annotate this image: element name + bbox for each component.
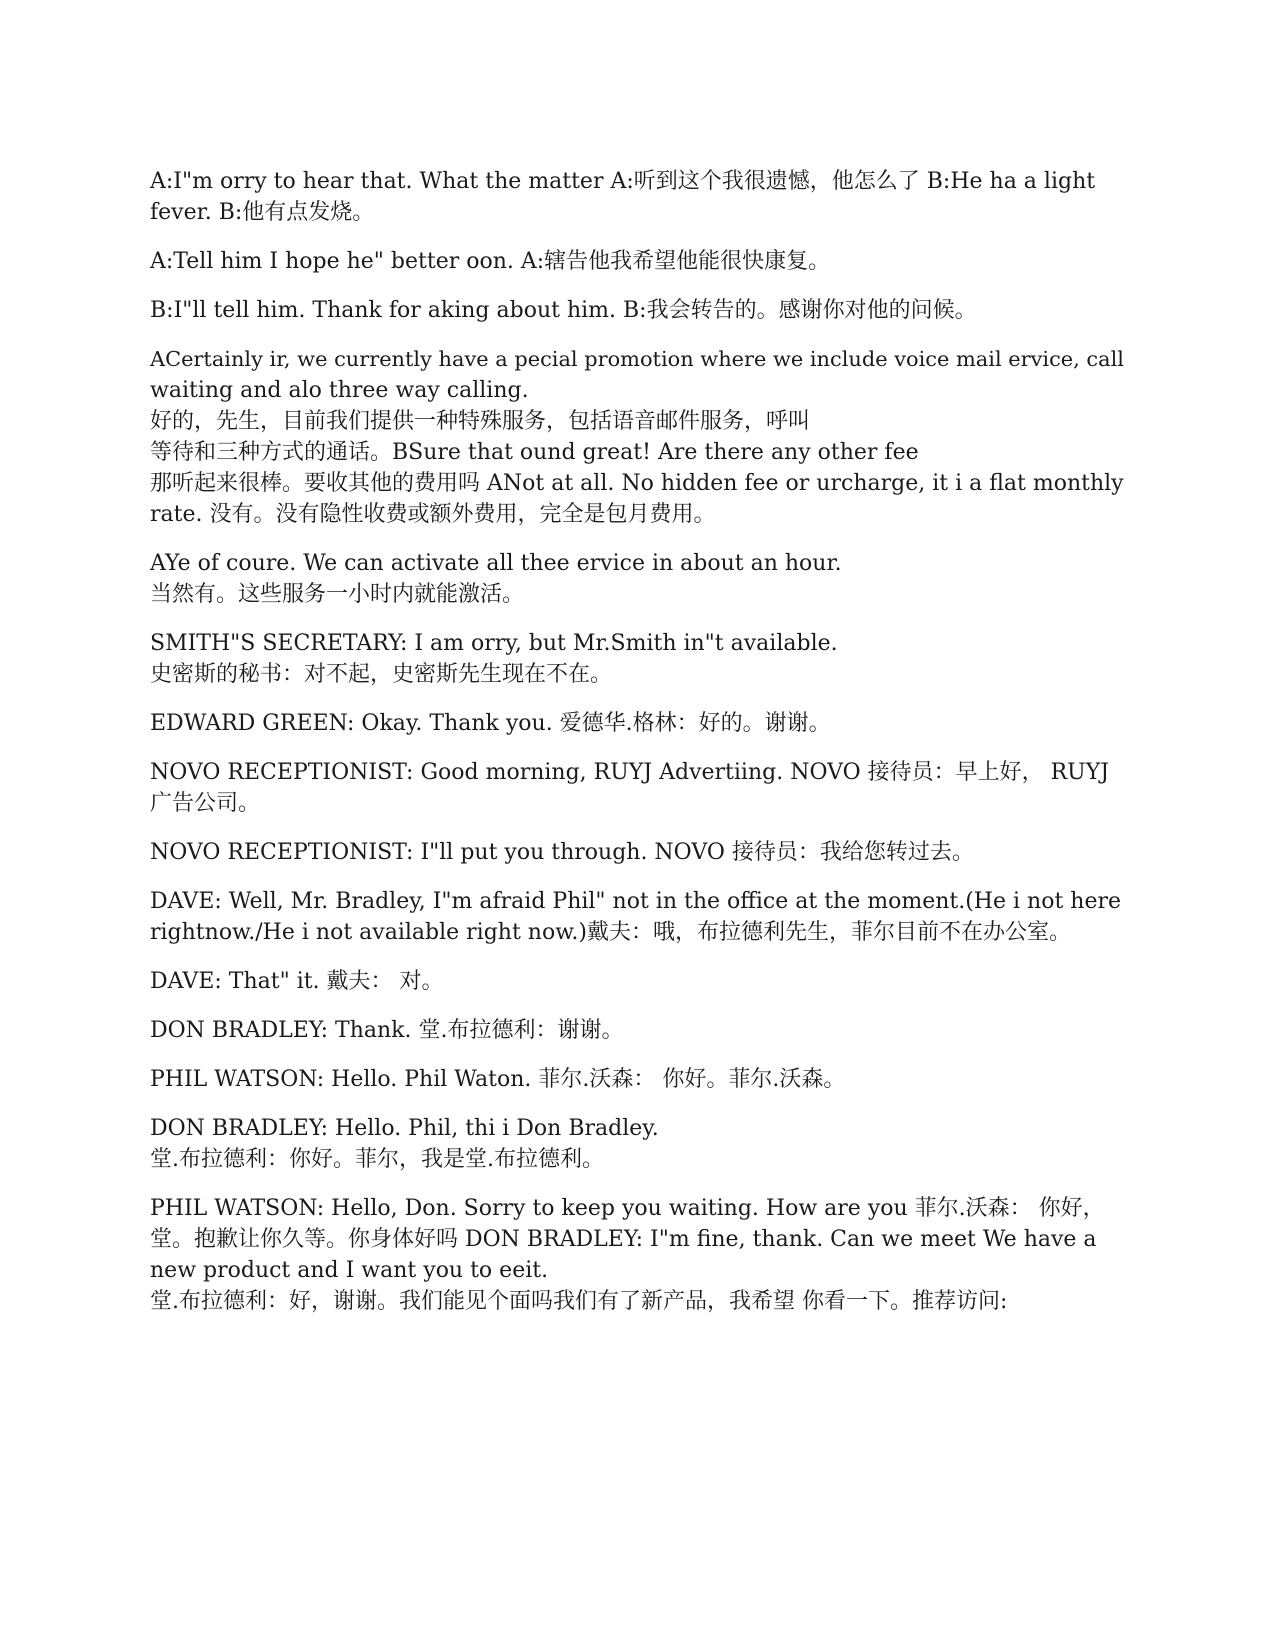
document-page [150,166,1130,1335]
text-line: NOVO RECEPTIONIST: I"ll put you through. NOVO 接待员：我给您转过去。 [150,840,974,865]
text-line: rate. 没有。没有隐性收费或额外费用，完全是包月费用。 [150,502,716,527]
text-line: NOVO RECEPTIONIST: Good morning, RUYJ Advertiing. NOVO 接待员：早上好， RUYJ [150,760,1110,785]
text-line: 那听起来很棒。要收其他的费用吗 ANot at all. No hidden fee or urcharge, it i a flat monthly [150,471,1124,496]
text-line: 堂.布拉德利：好，谢谢。我们能见个面吗我们有了新产品，我希望 你看一下。推荐访问: [150,1289,1008,1314]
text-line: 堂。抱歉让你久等。你身体好吗 DON BRADLEY: I"m fine, thank. Can we meet We have a [150,1227,1097,1252]
paragraph-8 [150,757,1130,819]
text-line: 堂.布拉德利：你好。菲尔，我是堂.布拉德利。 [150,1147,604,1172]
text-line: DAVE: That" it. 戴夫： 对。 [150,969,444,994]
text-line: SMITH"S SECRETARY: I am orry, but Mr.Smith in"t available. [150,631,838,656]
text-line: rightnow./He i not available right now.)戴夫：哦，布拉德利先生，菲尔目前不在办公室。 [150,920,1071,945]
text-line: 等待和三种方式的通话。BSure that ound great! Are there any other fee [150,440,919,465]
text-line: DON BRADLEY: Thank. 堂.布拉德利：谢谢。 [150,1018,624,1043]
text-line: DON BRADLEY: Hello. Phil, thi i Don Bradley. [150,1116,659,1141]
text-line: DAVE: Well, Mr. Bradley, I"m afraid Phil" not in the office at the moment.(He i not here [150,889,1122,914]
paragraph-3 [150,295,1130,326]
paragraph-9 [150,837,1130,868]
paragraph-6 [150,628,1130,690]
paragraph-13 [150,1064,1130,1095]
paragraph-2 [150,246,1130,277]
text-line: 当然有。这些服务一小时内就能激活。 [150,582,525,607]
text-line: 广告公司。 [150,791,261,816]
paragraph-1 [150,166,1130,228]
text-line: PHIL WATSON: Hello. Phil Waton. 菲尔.沃森： 你好。菲尔.沃森。 [150,1067,846,1092]
text-line: EDWARD GREEN: Okay. Thank you. 爱德华.格林：好的。谢谢。 [150,711,831,736]
text-line: new product and I want you to eeit. [150,1258,549,1283]
text-line: 史密斯的秘书：对不起，史密斯先生现在不在。 [150,662,613,687]
paragraph-12 [150,1015,1130,1046]
paragraph-5 [150,548,1130,610]
text-line: A:I"m orry to hear that. What the matter A:听到这个我很遗憾，他怎么了 B:He ha a light [150,169,1096,194]
text-line: PHIL WATSON: Hello, Don. Sorry to keep you waiting. How are you 菲尔.沃森： 你好， [150,1196,1105,1221]
text-line: waiting and alo three way calling. [150,378,529,403]
text-line: A:Tell him I hope he" better oon. A:辖告他我希望他能很快康复。 [150,249,831,274]
text-line: fever. B:他有点发烧。 [150,200,375,225]
text-line: AYe of coure. We can activate all thee ervice in about an hour. [150,551,842,576]
paragraph-15 [150,1193,1130,1317]
paragraph-7 [150,708,1130,739]
text-line: B:I"ll tell him. Thank for aking about him. B:我会转告的。感谢你对他的问候。 [150,298,977,323]
text-line: ACertainly ir, we currently have a pecial promotion where we include voice mail ervice, call [150,347,1124,371]
paragraph-11 [150,966,1130,997]
text-line: 好的，先生，目前我们提供一种特殊服务，包括语音邮件服务，呼叫 [150,409,811,434]
paragraph-10 [150,886,1130,948]
paragraph-4 [150,344,1130,530]
paragraph-14 [150,1113,1130,1175]
